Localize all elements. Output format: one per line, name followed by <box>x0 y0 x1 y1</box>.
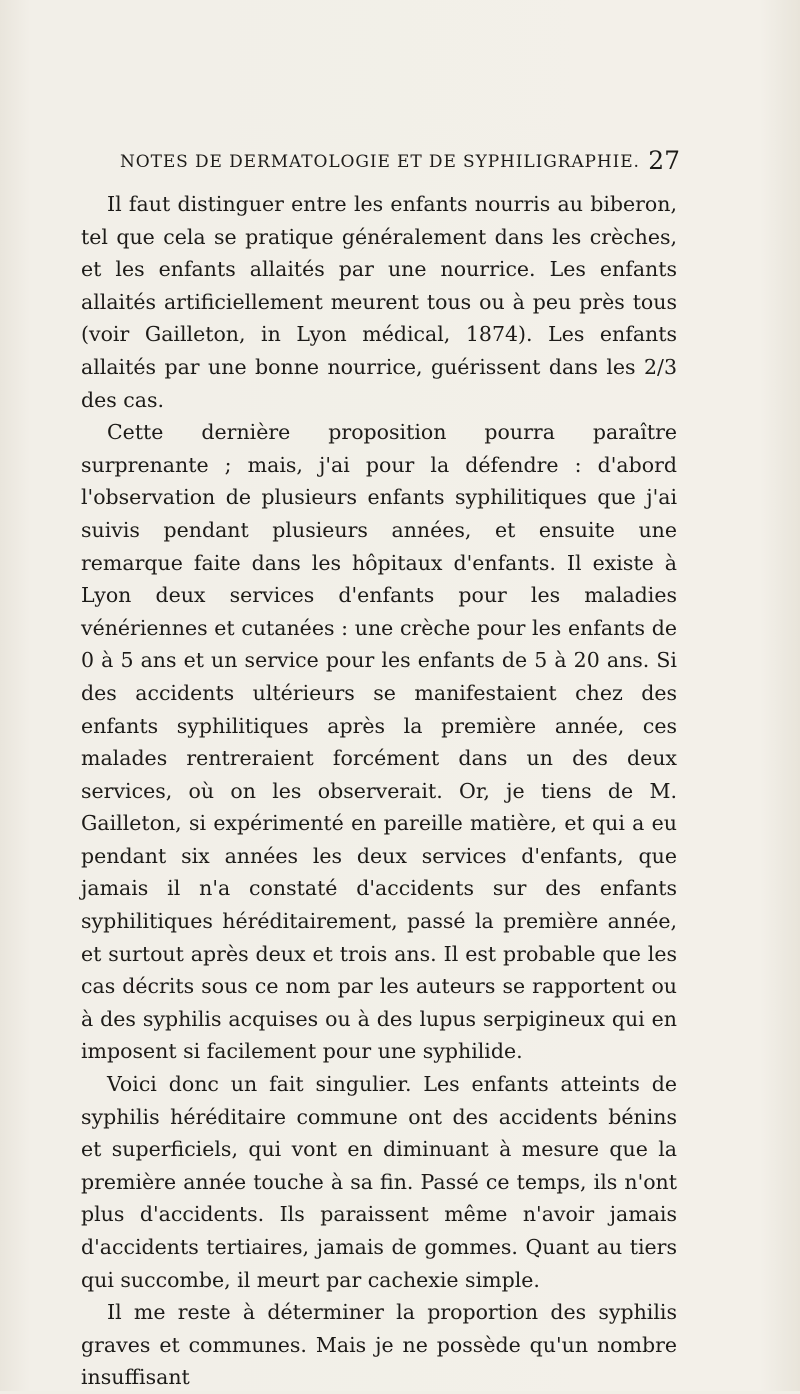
paragraph-4: Il me reste à déterminer la proportion des syphilis graves et communes. Mais je ne possède qu'un nombre insuffisant <box>81 1300 677 1390</box>
running-head: NOTES DE DERMATOLOGIE ET DE SYPHILIGRAPHIE. <box>120 152 640 172</box>
paragraph-3: Voici donc un fait singulier. Les enfants atteints de syphilis héréditaire commune ont des accidents bénins et superficiels, qui vont en diminuant à mesure que la première année touche à sa fin. Passé ce temps, ils n'ont plus d'accidents. Ils paraissent même n'avoir jamais d'accidents tertiaires, jamais de gommes. Quant au tiers qui succombe, il meurt par cachexie simple. <box>81 1072 677 1292</box>
paragraph-1: Il faut distinguer entre les enfants nourris au biberon, tel que cela se pratique généralement dans les crèches, et les enfants allaités par une nourrice. Les enfants allaités artificiellement meurent tous ou à peu près tous (voir Gailleton, in Lyon médical, 1874). Les enfants allaités par une bonne nourrice, guérissent dans les 2/3 des cas. <box>81 192 677 412</box>
page-number: 27 <box>648 146 680 175</box>
page-header <box>120 146 680 182</box>
body-text <box>81 188 677 1394</box>
paragraph-2: Cette dernière proposition pourra paraître surprenante ; mais, j'ai pour la défendre : d'abord l'observation de plusieurs enfants syphilitiques que j'ai suivis pendant plusieurs années, et ensuite une remarque faite dans les hôpitaux d'enfants. Il existe à Lyon deux services d'enfants pour les maladies vénériennes et cutanées : une crèche pour les enfants de 0 à 5 ans et un service pour les enfants de 5 à 20 ans. Si des accidents ultérieurs se manifestaient chez des enfants syphilitiques après la première année, ces malades rentreraient forcément dans un des deux services, où on les observerait. Or, je tiens de M. Gailleton, si expérimenté en pareille matière, et qui a eu pendant six années les deux services d'enfants, que jamais il n'a constaté d'accidents sur des enfants syphilitiques héréditairement, passé la première année, et surtout après deux et trois ans. Il est probable que les cas décrits sous ce nom par les auteurs se rapportent ou à des syphilis acquises ou à des lupus serpigineux qui en imposent si facilement pour une syphilide. <box>81 420 677 1064</box>
